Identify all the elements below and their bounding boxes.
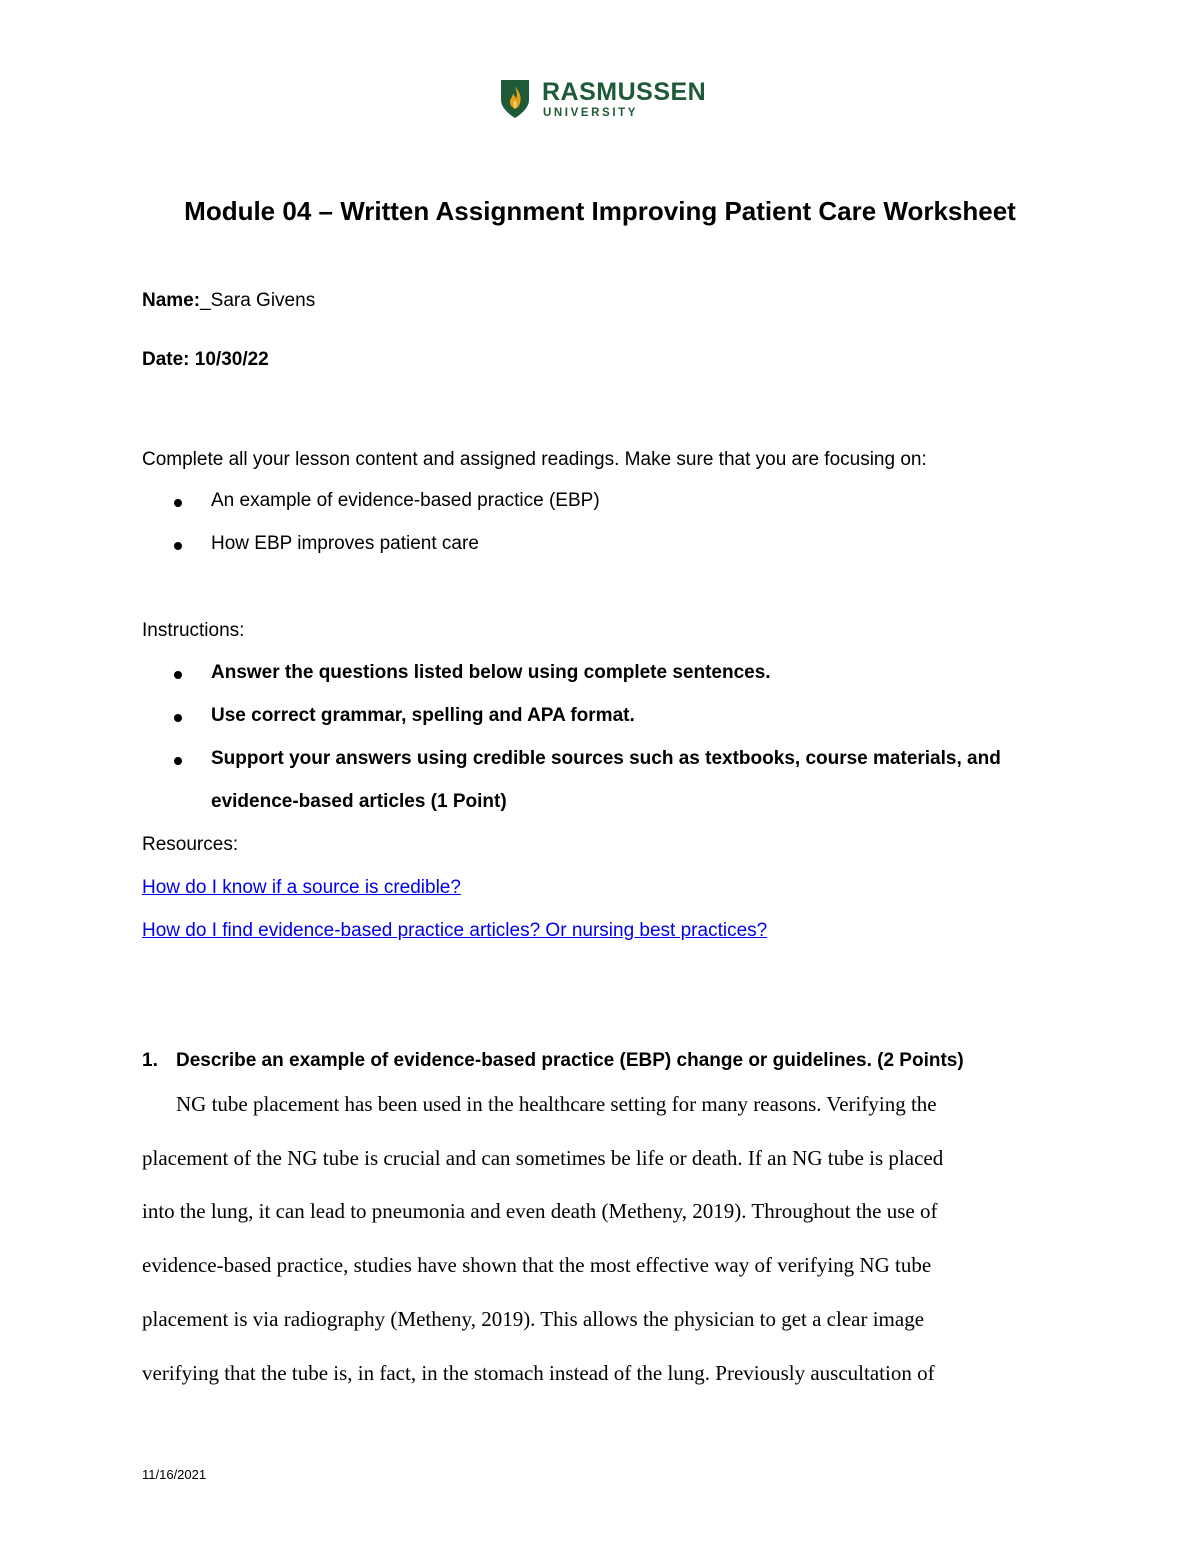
logo-subtitle: UNIVERSITY xyxy=(543,107,639,119)
university-logo xyxy=(498,78,706,124)
name-label: Name: xyxy=(142,290,201,311)
question-text xyxy=(176,1050,964,1072)
answer-line: placement is via radiography (Metheny, 2019). This allows the physician to get a clear image xyxy=(142,1307,925,1331)
name-line xyxy=(142,290,315,312)
focus-item: How EBP improves patient care xyxy=(211,533,479,554)
name-value: _Sara Givens xyxy=(200,290,316,311)
footer-date: 11/16/2021 xyxy=(142,1467,207,1482)
bullet-icon xyxy=(174,714,182,722)
intro-text: Complete all your lesson content and assigned readings. Make sure that you are focusing on: xyxy=(142,449,927,470)
document-title: Module 04 – Written Assignment Improving Patient Care Worksheet xyxy=(184,196,1016,226)
instruction-text: evidence-based articles ( xyxy=(211,791,437,812)
instruction-item: Answer the questions listed below using complete sentences. xyxy=(211,662,771,683)
credible-source-link[interactable]: How do I know if a source is credible? xyxy=(142,877,461,898)
answer-line: evidence-based practice, studies have shown that the most effective way of verifying NG tube xyxy=(142,1253,932,1277)
answer-line: placement of the NG tube is crucial and can sometimes be life or death. If an NG tube is placed xyxy=(142,1146,944,1170)
bullet-icon xyxy=(174,757,182,765)
answer-line: NG tube placement has been used in the healthcare setting for many reasons. Verifying the xyxy=(176,1092,937,1116)
ebp-articles-link[interactable]: How do I find evidence-based practice articles? Or nursing best practices? xyxy=(142,920,768,941)
instruction-item-continued xyxy=(211,791,507,813)
instructions-label: Instructions: xyxy=(142,620,245,641)
shield-flame-icon xyxy=(498,78,532,120)
question-prompt: Describe an example of evidence-based practice (EBP) change or guidelines. ( xyxy=(176,1050,884,1071)
answer-line: verifying that the tube is, in fact, in the stomach instead of the lung. Previously auscultation of xyxy=(142,1361,935,1385)
date-line: Date: 10/30/22 xyxy=(142,349,269,370)
logo-name: RASMUSSEN xyxy=(542,78,707,106)
question-close: ) xyxy=(957,1050,964,1071)
instruction-item: Support your answers using credible sources such as textbooks, course materials, and xyxy=(211,748,1001,769)
points-label: 1 Point xyxy=(437,791,501,812)
question-number: 1. xyxy=(142,1050,158,1071)
bullet-icon xyxy=(174,499,182,507)
answer-line: into the lung, it can lead to pneumonia and even death (Metheny, 2019). Throughout the use of xyxy=(142,1199,938,1223)
question-points: 2 Points xyxy=(883,1050,958,1071)
focus-item: An example of evidence-based practice (EBP) xyxy=(211,490,600,511)
instruction-item: Use correct grammar, spelling and APA format. xyxy=(211,705,635,726)
resources-label: Resources: xyxy=(142,834,239,855)
instruction-close: ) xyxy=(500,791,507,812)
bullet-icon xyxy=(174,542,182,550)
bullet-icon xyxy=(174,671,182,679)
